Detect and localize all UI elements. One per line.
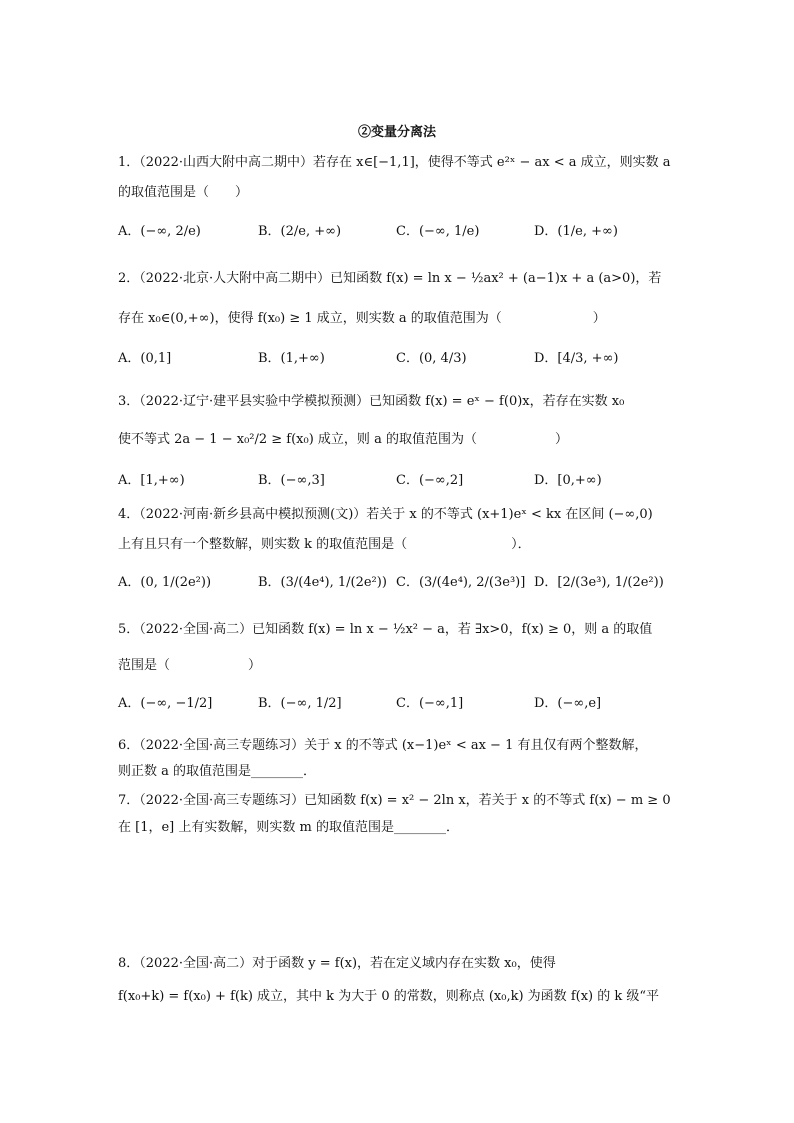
q5-option-b: B．(−∞, 1/2] [258, 696, 342, 711]
q5-line-2: 范围是（ ） [118, 658, 262, 673]
q7-line-1: 7．（2022·全国·高三专题练习）已知函数 f(x) = x² − 2ln x，若关于 x 的不等式 f(x) − m ≥ 0 [118, 793, 671, 808]
q1-option-d: D．(1/e, +∞) [534, 224, 618, 239]
q5-option-d: D．(−∞,e] [534, 696, 602, 711]
q7-line-2: 在 [1，e] 上有实数解，则实数 m 的取值范围是________． [118, 820, 459, 835]
q3-option-b: B．(−∞,3] [258, 473, 325, 488]
q2-option-d: D．[4/3, +∞) [534, 351, 619, 366]
q5-option-c: C．(−∞,1] [396, 696, 464, 711]
q1-line-2: 的取值范围是（ ） [118, 185, 249, 200]
q4-option-c: C．(3/(4e⁴), 2/(3e³)] [396, 575, 526, 590]
q6-line-1: 6．（2022·全国·高三专题练习）关于 x 的不等式 (x−1)eˣ < ax − 1 有且仅有两个整数解， [118, 738, 648, 753]
q3-option-a: A．[1,+∞) [118, 473, 185, 488]
q1-option-b: B．(2/e, +∞) [258, 224, 342, 239]
q2-option-b: B．(1,+∞) [258, 351, 325, 366]
section-title: ②变量分离法 [357, 125, 436, 140]
q2-line-2: 存在 x₀∈(0,+∞)，使得 f(x₀) ≥ 1 成立，则实数 a 的取值范围为（ ） [118, 311, 606, 326]
q4-options [118, 572, 678, 596]
q8-line-1: 8．（2022·全国·高二）对于函数 y = f(x)，若在定义域内存在实数 x₀，使得 [118, 956, 556, 971]
q3-option-d: D．[0,+∞) [534, 473, 602, 488]
q4-option-d: D．[2/(3e³), 1/(2e²)) [534, 575, 664, 590]
q3-line-1: 3．（2022·辽宁·建平县实验中学模拟预测）已知函数 f(x) = eˣ − f(0)x，若存在实数 x₀ [118, 394, 625, 409]
q3-option-c: C．(−∞,2] [396, 473, 464, 488]
q4-option-a: A．(0, 1/(2e²)) [118, 575, 212, 590]
q1-option-a: A．(−∞, 2/e) [118, 224, 201, 239]
q2-options [118, 348, 678, 372]
q6-line-2: 则正数 a 的取值范围是________． [118, 764, 317, 779]
q5-option-a: A．(−∞, −1/2] [118, 696, 213, 711]
q1-option-c: C．(−∞, 1/e) [396, 224, 480, 239]
q4-line-2: 上有且只有一个整数解，则实数 k 的取值范围是（ ）． [118, 537, 531, 552]
q1-line-1: 1．（2022·山西大附中高二期中）若存在 x∈[−1,1]，使得不等式 e²ˣ − ax < a 成立，则实数 a [118, 155, 671, 170]
q4-line-1: 4．（2022·河南·新乡县高中模拟预测(文)）若关于 x 的不等式 (x+1)eˣ < kx 在区间 (−∞,0) [118, 507, 653, 522]
q8-line-2: f(x₀+k) = f(x₀) + f(k) 成立，其中 k 为大于 0 的常数，则称点 (x₀,k) 为函数 f(x) 的 k 级“平 [118, 989, 660, 1004]
q2-option-a: A．(0,1] [118, 351, 172, 366]
q2-line-1: 2．（2022·北京·人大附中高二期中）已知函数 f(x) = ln x − ½ax² + (a−1)x + a (a>0)，若 [118, 271, 662, 286]
q2-option-c: C．(0, 4/3) [396, 351, 467, 366]
q5-options [118, 693, 678, 717]
q1-options [118, 221, 678, 245]
q3-options [118, 470, 678, 494]
q3-line-2: 使不等式 2a − 1 − x₀²/2 ≥ f(x₀) 成立，则 a 的取值范围为（ ） [118, 432, 568, 447]
q4-option-b: B．(3/(4e⁴), 1/(2e²)) [258, 575, 387, 590]
q5-line-1: 5．（2022·全国·高二）已知函数 f(x) = ln x − ½x² − a，若 ∃x>0，f(x) ≥ 0，则 a 的取值 [118, 622, 653, 637]
